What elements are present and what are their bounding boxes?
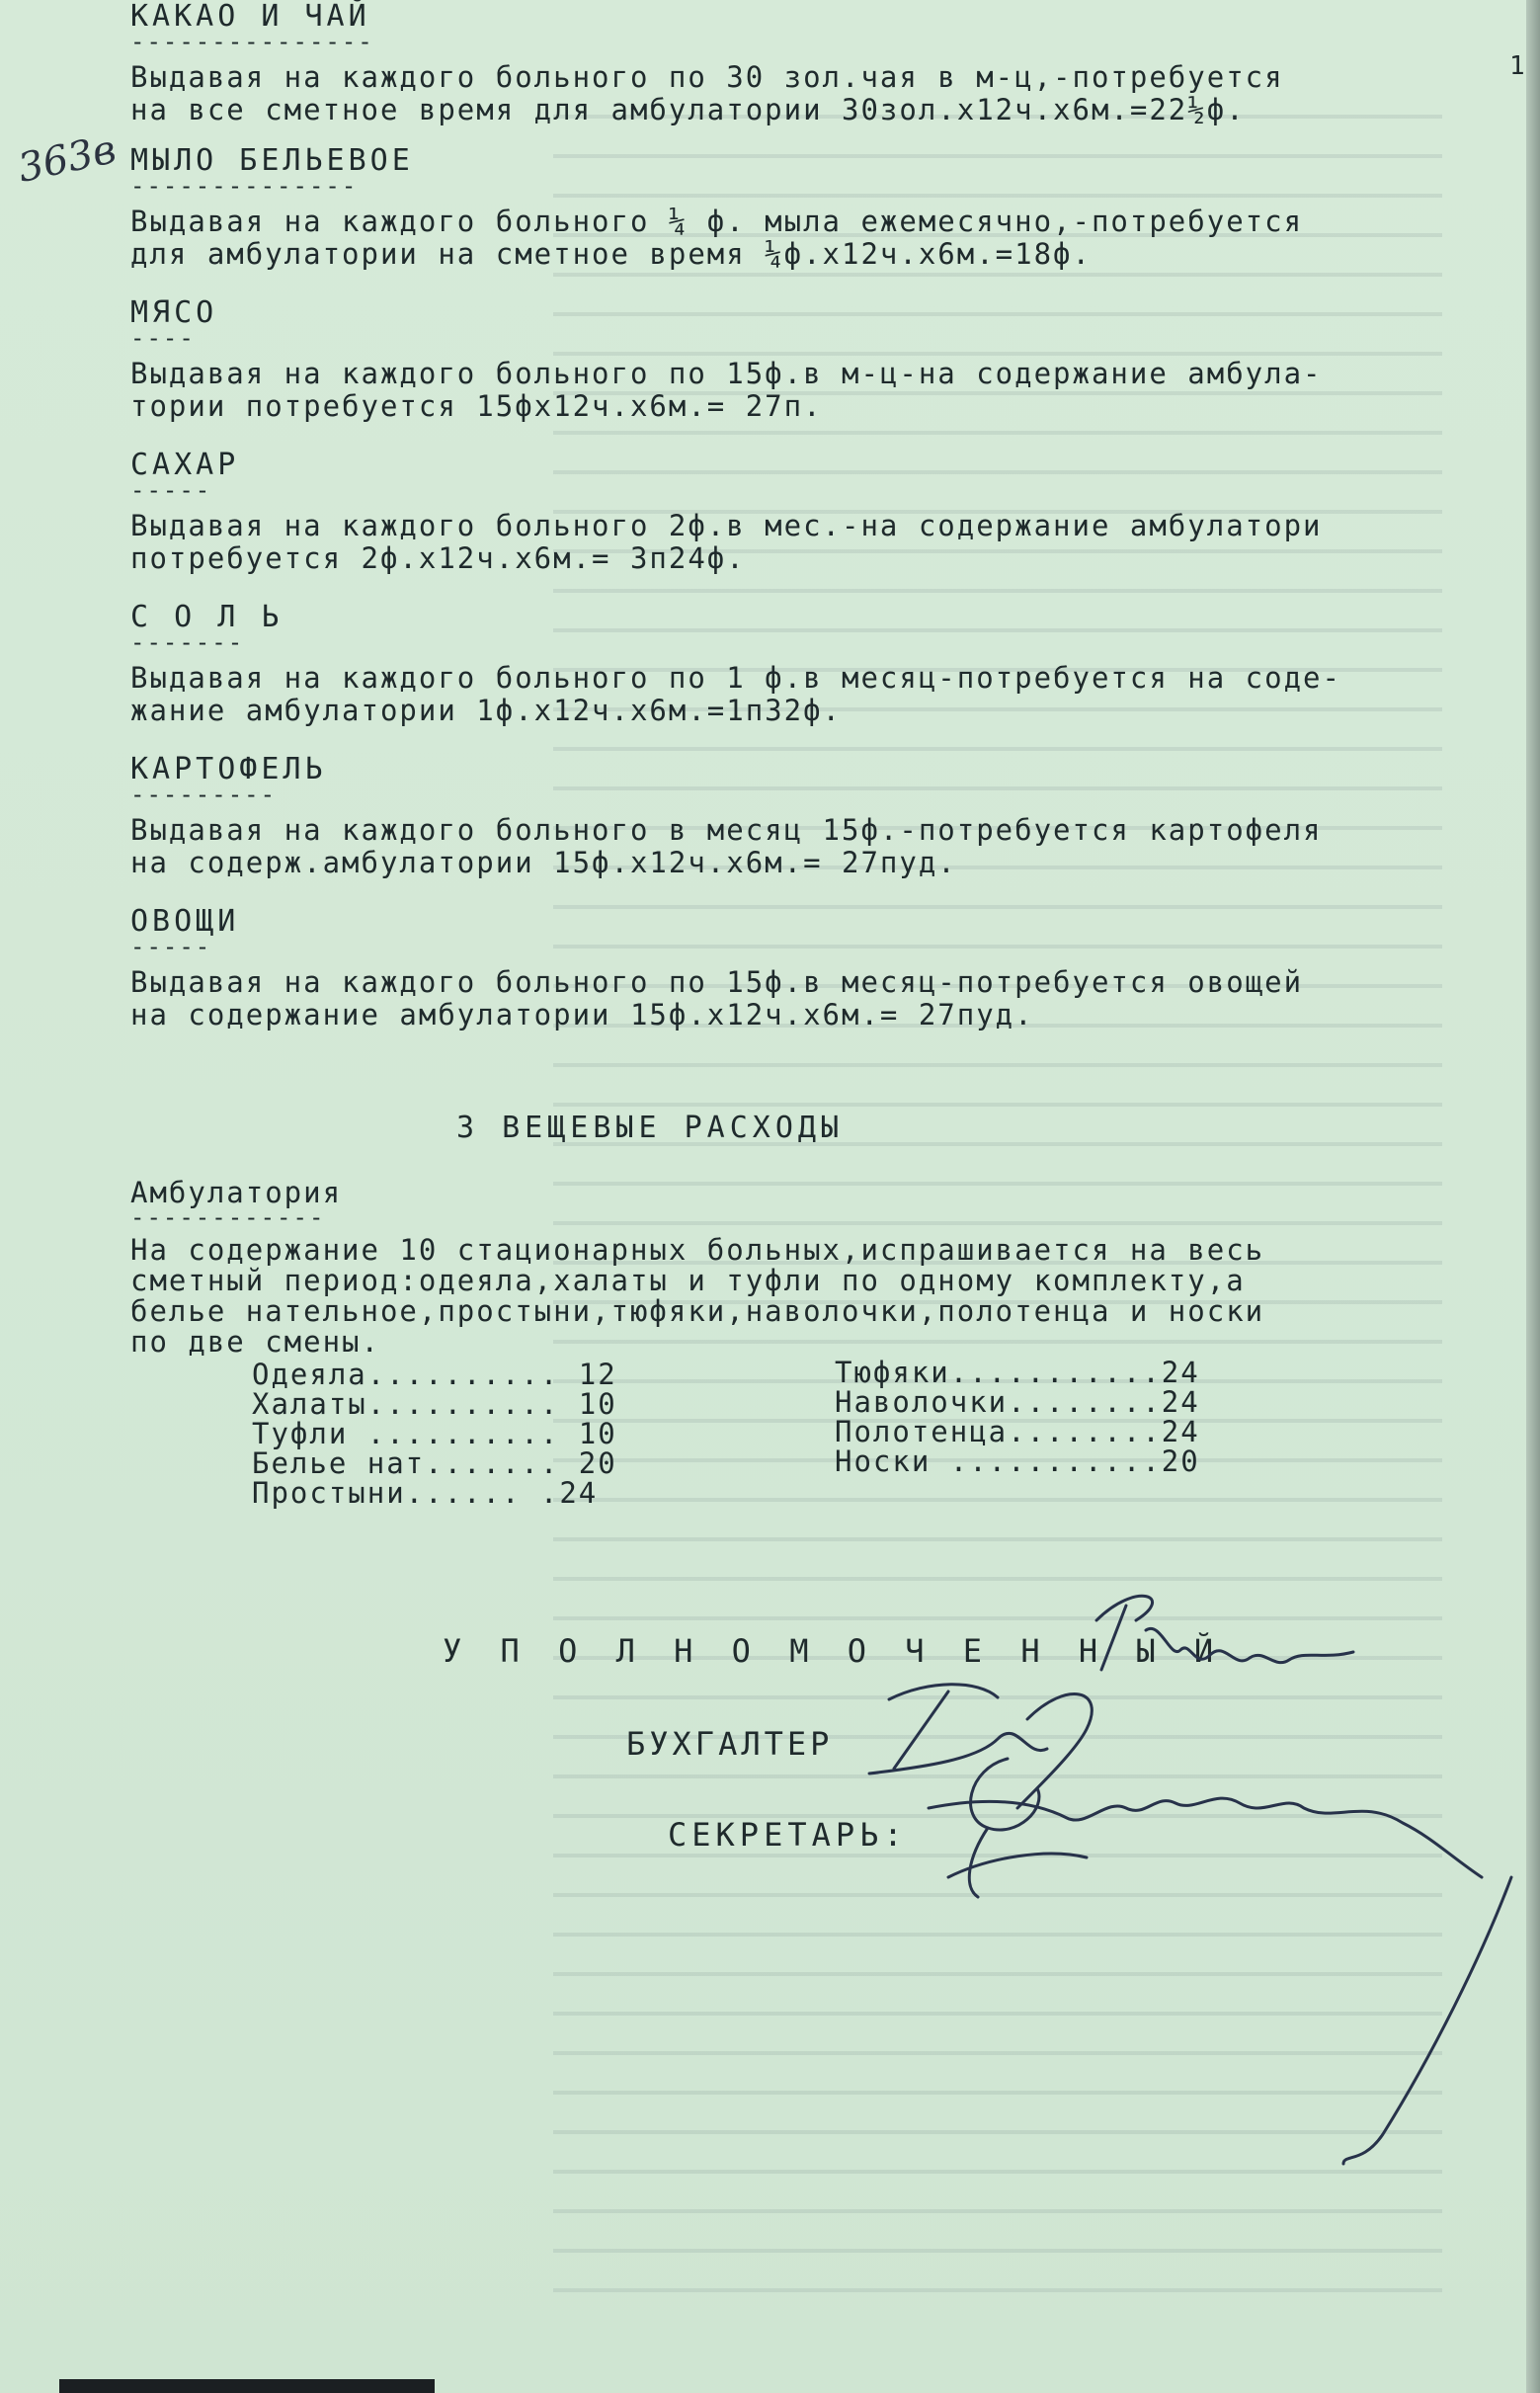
section-text-line: Выдавая на каждого больного по 1 ф.в месяц-потребуется на соде- bbox=[130, 661, 1341, 695]
supply-item: Тюфяки...........24 bbox=[835, 1356, 1200, 1389]
section-text-line: на все сметное время для амбулатории 30зол.х12ч.х6м.=22½ф. bbox=[130, 93, 1246, 126]
page-edge bbox=[1526, 0, 1540, 2393]
section-text-line: на содерж.амбулатории 15ф.х12ч.х6м.= 27пуд. bbox=[130, 846, 957, 879]
section-heading-rule: ---- bbox=[130, 324, 196, 352]
supply-item: Простыни...... .24 bbox=[252, 1476, 599, 1510]
ink-blot bbox=[59, 2379, 435, 2393]
section-heading: МЫЛО БЕЛЬЕВОЕ bbox=[130, 143, 414, 178]
margin-mark: 1 bbox=[1509, 51, 1525, 81]
section3-subheading-rule: ------------ bbox=[130, 1203, 326, 1231]
supply-item: Одеяла.......... 12 bbox=[252, 1358, 617, 1391]
section-heading-rule: -------------- bbox=[130, 172, 359, 200]
section-heading: ОВОЩИ bbox=[130, 904, 240, 939]
section3-text-line: сметный период:одеяла,халаты и туфли по одному комплекту,а bbox=[130, 1264, 1246, 1297]
section-text-line: Выдавая на каждого больного по 15ф.в м-ц-на содержание амбула- bbox=[130, 357, 1323, 390]
section3-subheading: Амбулатория bbox=[130, 1176, 343, 1209]
section-text-line: Выдавая на каждого больного 2ф.в мес.-на содержание амбулатори bbox=[130, 509, 1323, 542]
section-heading-rule: ----- bbox=[130, 933, 212, 960]
section3-heading: 3 ВЕЩЕВЫЕ РАСХОДЫ bbox=[456, 1111, 845, 1145]
supply-item: Носки ...........20 bbox=[835, 1444, 1200, 1478]
authorized-label: У П О Л Н О М О Ч Е Н Н Ы Й bbox=[443, 1632, 1224, 1670]
section-heading: С О Л Ь bbox=[130, 600, 284, 634]
section3-text-line: белье нательное,простыни,тюфяки,наволочки,полотенца и носки bbox=[130, 1294, 1265, 1328]
supply-item: Полотенца........24 bbox=[835, 1415, 1200, 1448]
section-heading: КАРТОФЕЛЬ bbox=[130, 752, 327, 786]
supply-item: Наволочки........24 bbox=[835, 1385, 1200, 1419]
accountant-label: БУХГАЛТЕР bbox=[626, 1725, 834, 1763]
section-heading-rule: --------- bbox=[130, 781, 278, 808]
secretary-label: СЕКРЕТАРЬ: bbox=[668, 1816, 908, 1854]
section-text-line: жание амбулатории 1ф.х12ч.х6м.=1п32ф. bbox=[130, 694, 843, 727]
section-text-line: потребуется 2ф.х12ч.х6м.= 3п24ф. bbox=[130, 541, 746, 575]
section-heading: КАКАО И ЧАЙ bbox=[130, 0, 370, 34]
supply-item: Халаты.......... 10 bbox=[252, 1387, 617, 1421]
supply-item: Туфли .......... 10 bbox=[252, 1417, 617, 1450]
supply-item: Белье нат....... 20 bbox=[252, 1446, 617, 1480]
section-text-line: тории потребуется 15фх12ч.х6м.= 27п. bbox=[130, 389, 823, 423]
section-text-line: Выдавая на каждого больного ¼ ф. мыла ежемесячно,-потребуется bbox=[130, 205, 1304, 238]
section-heading-rule: --------------- bbox=[130, 28, 374, 55]
section-text-line: для амбулатории на сметное время ¼ф.х12ч.х6м.=18ф. bbox=[130, 237, 1092, 271]
margin-page-number: 363в bbox=[14, 126, 121, 192]
section-heading-rule: ------- bbox=[130, 628, 245, 656]
section-text-line: на содержание амбулатории 15ф.х12ч.х6м.= 27пуд. bbox=[130, 998, 1034, 1031]
section-text-line: Выдавая на каждого больного по 15ф.в месяц-потребуется овощей bbox=[130, 965, 1304, 999]
section-heading: САХАР bbox=[130, 448, 240, 482]
section-text-line: Выдавая на каждого больного в месяц 15ф.-потребуется картофеля bbox=[130, 813, 1323, 847]
section3-text-line: по две смены. bbox=[130, 1325, 380, 1359]
section-text-line: Выдавая на каждого больного по 30 зол.чая в м-ц,-потребуется bbox=[130, 60, 1284, 94]
section3-text-line: На содержание 10 стационарных больных,испрашивается на весь bbox=[130, 1233, 1265, 1267]
section-heading: МЯСО bbox=[130, 295, 218, 330]
section-heading-rule: ----- bbox=[130, 476, 212, 504]
